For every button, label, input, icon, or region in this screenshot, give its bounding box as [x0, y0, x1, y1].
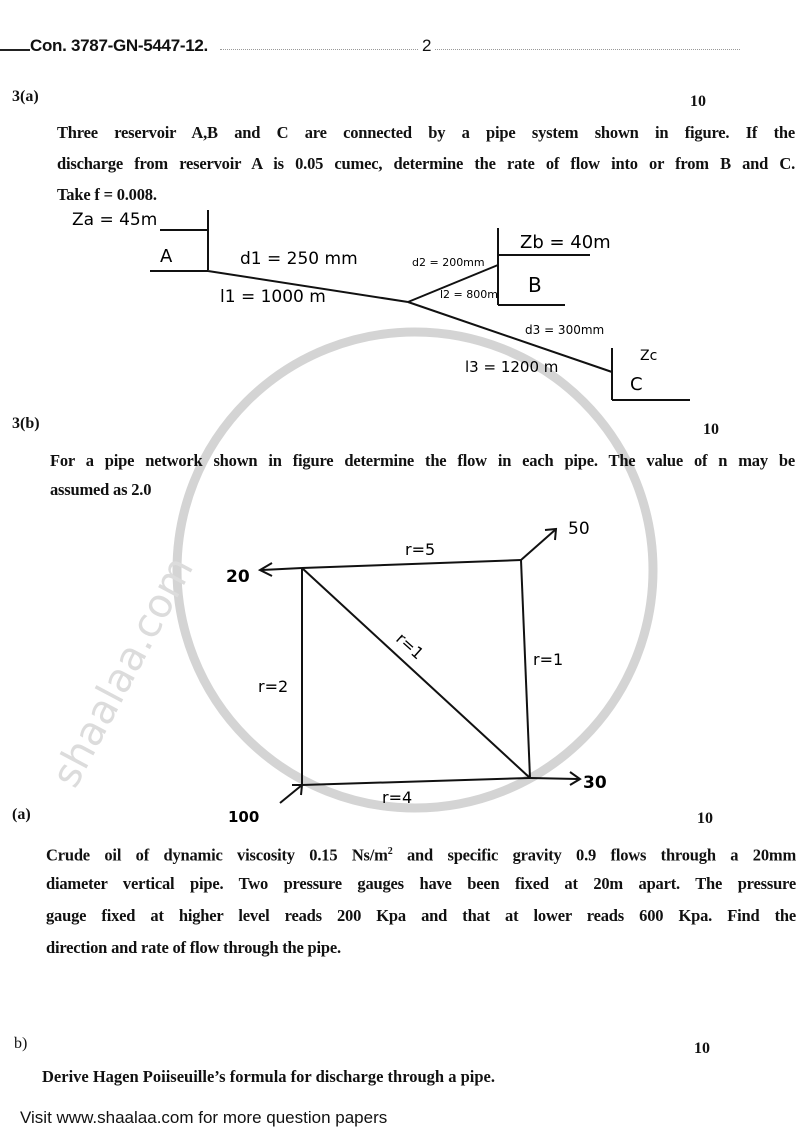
- question-number: b): [14, 1035, 28, 1052]
- question-text: [50, 446, 795, 504]
- text-line: diameter vertical pipe. Two pressure gauges have been fixed at 20m apart. The pressure: [46, 874, 796, 893]
- text-line: assumed as 2.0: [50, 480, 152, 499]
- label-a: A: [160, 246, 173, 267]
- label-d1: d1 = 250 mm: [240, 249, 358, 269]
- label-l2: l2 = 800m: [440, 288, 498, 301]
- header-rule: [0, 49, 30, 51]
- question-text: Derive Hagen Poiiseuille’s formula for discharge through a pipe.: [42, 1067, 495, 1086]
- label-r-right: r=1: [533, 650, 564, 669]
- text-line: discharge from reservoir A is 0.05 cumec, determine the rate of flow into or from B and C.: [57, 154, 795, 173]
- question-number: 3(b): [12, 415, 40, 432]
- text-line: [46, 836, 796, 868]
- footer-link[interactable]: Visit www.shaalaa.com for more question papers: [20, 1108, 388, 1127]
- text-line: Take f = 0.008.: [57, 185, 157, 204]
- label-zc: Zc: [640, 348, 658, 364]
- text-line: gauge fixed at higher level reads 200 Kpa and that at lower reads 600 Kpa. Find the: [46, 906, 796, 925]
- label-za: Za = 45m: [72, 210, 158, 230]
- text-line: direction and rate of flow through the pipe.: [46, 938, 341, 957]
- label-d3: d3 = 300mm: [525, 323, 605, 337]
- label-l3: l3 = 1200 m: [465, 358, 559, 376]
- flow-20: 20: [226, 567, 250, 587]
- pipe-network-diagram: [0, 500, 800, 830]
- label-d2: d2 = 200mm: [412, 256, 485, 269]
- question-marks: 10: [703, 421, 719, 438]
- label-b: B: [528, 273, 542, 297]
- header-dotted-rule: [220, 49, 740, 50]
- question-text: [46, 836, 796, 964]
- label-c: C: [630, 374, 643, 395]
- watermark-text: shaalaa.com: [43, 549, 203, 795]
- question-marks: 10: [690, 93, 706, 110]
- question-number: (a): [12, 806, 31, 823]
- question-number: 3(a): [12, 88, 39, 105]
- label-zb: Zb = 40m: [520, 232, 611, 253]
- superscript: 2: [387, 846, 393, 857]
- label-r-left: r=2: [258, 677, 289, 696]
- text-line: Three reservoir A,B and C are connected by a pipe system shown in figure. If the: [57, 123, 795, 142]
- label-r-diagonal: r=1: [392, 628, 428, 664]
- text-line: For a pipe network shown in figure determine the flow in each pipe. The value of n may be: [50, 451, 795, 470]
- question-marks: 10: [694, 1040, 710, 1057]
- flow-30: 30: [583, 773, 607, 793]
- question-text: [57, 117, 795, 210]
- page-number: 2: [418, 36, 435, 56]
- text-segment: Crude oil of dynamic viscosity 0.15 Ns/m: [46, 845, 388, 865]
- label-r-bottom: r=4: [382, 788, 413, 807]
- flow-100: 100: [228, 808, 260, 826]
- flow-50: 50: [568, 519, 590, 539]
- label-r-top: r=5: [405, 540, 436, 559]
- paper-code: Con. 3787-GN-5447-12.: [30, 36, 208, 55]
- label-l1: l1 = 1000 m: [220, 287, 326, 307]
- reservoir-diagram: [0, 200, 800, 415]
- text-segment: and specific gravity 0.9 flows through a 20mm: [392, 845, 796, 865]
- question-marks: 10: [697, 810, 713, 827]
